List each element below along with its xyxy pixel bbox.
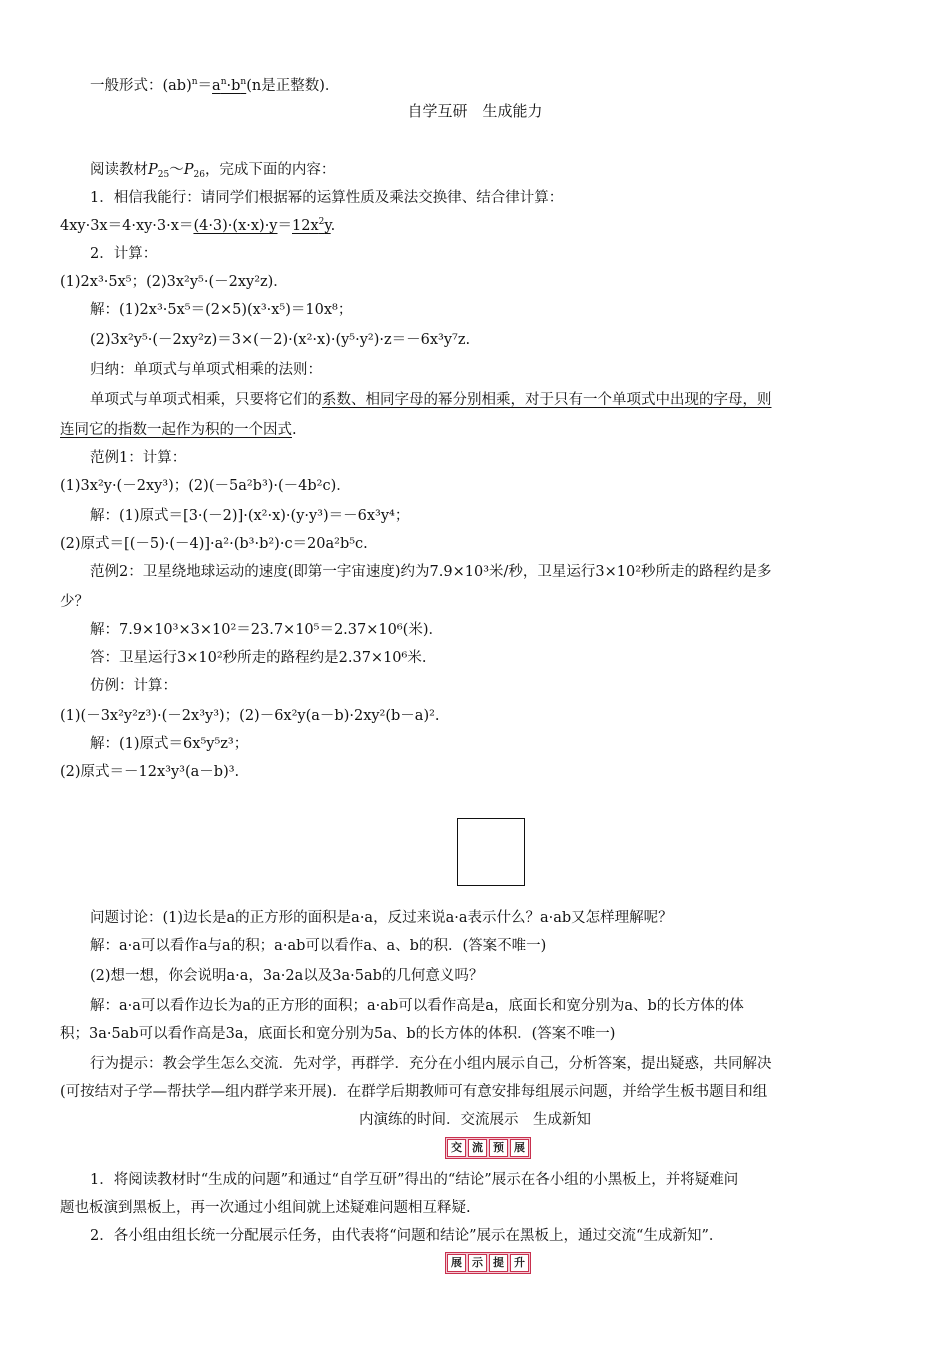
rule-line-1 [90,390,772,410]
step1-line-2: 题也板演到黑板上，再一次通过小组间就上述疑难问题相互释疑. [60,1200,471,1216]
badge-char: 升 [510,1254,529,1272]
section-title: 自学互研 生成能力 [407,102,543,120]
badge-char: 预 [489,1139,508,1157]
q2-title: 2．计算： [90,246,158,262]
q2-solution-2: (2)3x²y⁵·(－2xy²z)＝3×(－2)·(x²·x)·(y⁵·y²)·z＝－6x³y⁷z. [90,332,471,348]
ans: 12x [292,218,319,234]
read-text: ，完成下面的内容： [204,162,336,178]
q1-lhs: 4xy·3x＝4·xy·3·x＝ [60,218,194,234]
example2-line-1: 范例2：卫星绕地球运动的速度(即第一宇宙速度)约为7.9×10³米/秒，卫星运行3×10²秒所走的路程约是多 [90,564,772,580]
badge-show-improve [445,1252,531,1274]
q2-solution-1: 解：(1)2x³·5x⁵＝(2×5)(x³·x⁵)＝10x⁸； [90,302,353,318]
rule-line-2 [60,420,297,440]
badge-char: 展 [447,1254,466,1272]
rule-answer: 连同它的指数一起作为积的一个因式 [60,422,292,438]
read-text: 阅读教材 [90,162,148,178]
discussion-1-solution: 解：a·a可以看作a与a的积；a·ab可以看作a、a、b的积．(答案不唯一) [90,938,547,954]
badge-char: 提 [489,1254,508,1272]
example1-solution-1: 解：(1)原式＝[3·(－2)]·(x²·x)·(y·y³)＝－6x³y⁴； [90,508,410,524]
q1-answer: (4·3)·(x·x)·y [193,218,278,234]
step1-line-1: 1．将阅读教材时“生成的问题”和通过“自学互研”得出的“结论”展示在各小组的小黑板上，并将疑难问 [90,1172,739,1188]
example2-answer: 答：卫星运行3×10²秒所走的路程约是2.37×10⁶米. [90,650,427,666]
badge-char: 展 [510,1139,529,1157]
imitation-title: 仿例：计算： [90,678,177,694]
hint-line-1: 行为提示：教会学生怎么交流．先对学，再群学．充分在小组内展示自己，分析答案，提出疑惑，共同解决 [90,1056,772,1072]
eq: ＝ [197,78,213,94]
discussion-2-solution-2: 积；3a·5ab可以看作高是3a，底面长和宽分别为5a、b的长方体的体积．(答案不唯一) [60,1026,616,1042]
rule-text: 单项式与单项式相乘，只要将它们的 [90,392,322,408]
badge-char: 交 [447,1139,466,1157]
exp: n [191,77,198,87]
badge-char: 流 [468,1139,487,1157]
example1-problem: (1)3x²y·(－2xy³)；(2)(－5a²b³)·(－4b²c)． [60,478,351,494]
rule-answer: 系数、相同字母的幂分别相乘，对于只有一个单项式中出现的字母，则 [322,392,772,408]
tilde: ～ [169,162,184,178]
discussion-2: (2)想一想，你会说明a·a，3a·2a以及3a·5ab的几何意义吗？ [90,968,484,984]
ans: y [324,218,331,234]
q1-answer2 [292,218,331,234]
page-num: 26 [193,170,205,180]
a: a [212,78,221,94]
general-form-tail: (n是正整数)． [246,78,340,94]
discussion-1: 问题讨论：(1)边长是a的正方形的面积是a·a，反过来说a·a表示什么？a·ab又怎样理解呢？ [90,910,673,926]
general-form-answer [212,78,246,94]
discussion-2-solution-1: 解：a·a可以看作边长为a的正方形的面积；a·ab可以看作高是a，底面长和宽分别为a、b的长方体的体 [90,998,744,1014]
step2: 2．各小组由组长统一分配展示任务，由代表将“问题和结论”展示在黑板上，通过交流“生成新知”． [90,1228,724,1244]
b: ·b [226,78,241,94]
q1-work [60,216,335,236]
eq: ＝ [277,218,292,234]
page-num: 25 [157,170,170,180]
badge-char: 示 [468,1254,487,1272]
example1-solution-2: (2)原式＝[(－5)·(－4)]·a²·(b³·b²)·c＝20a²b⁵c. [60,536,368,552]
page: P [183,162,194,178]
page: P [148,162,158,178]
example2-line-2: 少？ [60,594,89,610]
imitation-solution-2: (2)原式＝－12x³y³(a－b)³. [60,764,240,780]
hint-line-3: 内演练的时间．交流展示 生成新知 [359,1112,591,1128]
hint-line-2: (可按结对子学—帮扶学—组内群学来开展)．在群学后期教师可有意安排每组展示问题，并给学生板书题目和组 [60,1084,768,1100]
exp: n [220,77,227,87]
square-figure [457,818,525,886]
example1-title: 范例1：计算： [90,450,187,466]
badge-exchange-preview [445,1137,531,1159]
q1-title: 1．相信我能行：请同学们根据幂的运算性质及乘法交换律、结合律计算： [90,190,564,206]
imitation-problem: (1)(－3x²y²z³)·(－2x³y³)；(2)－6x²y(a－b)·2xy²(b－a)². [60,708,440,724]
exp: 2 [318,217,325,227]
end: . [330,218,336,234]
rule-end: . [292,422,297,438]
general-form-line [90,76,339,96]
rule-title: 归纳：单项式与单项式相乘的法则： [90,362,322,378]
general-form-label: 一般形式：(ab) [90,78,192,94]
imitation-solution-1: 解：(1)原式＝6x⁵y⁵z³； [90,736,249,752]
exp: n [240,77,247,87]
q2-problem: (1)2x³·5x⁵；(2)3x²y⁵·(－2xy²z)． [60,274,288,290]
reading-instruction [90,160,335,180]
example2-solution: 解：7.9×10³×3×10²＝23.7×10⁵＝2.37×10⁶(米)． [90,622,443,638]
